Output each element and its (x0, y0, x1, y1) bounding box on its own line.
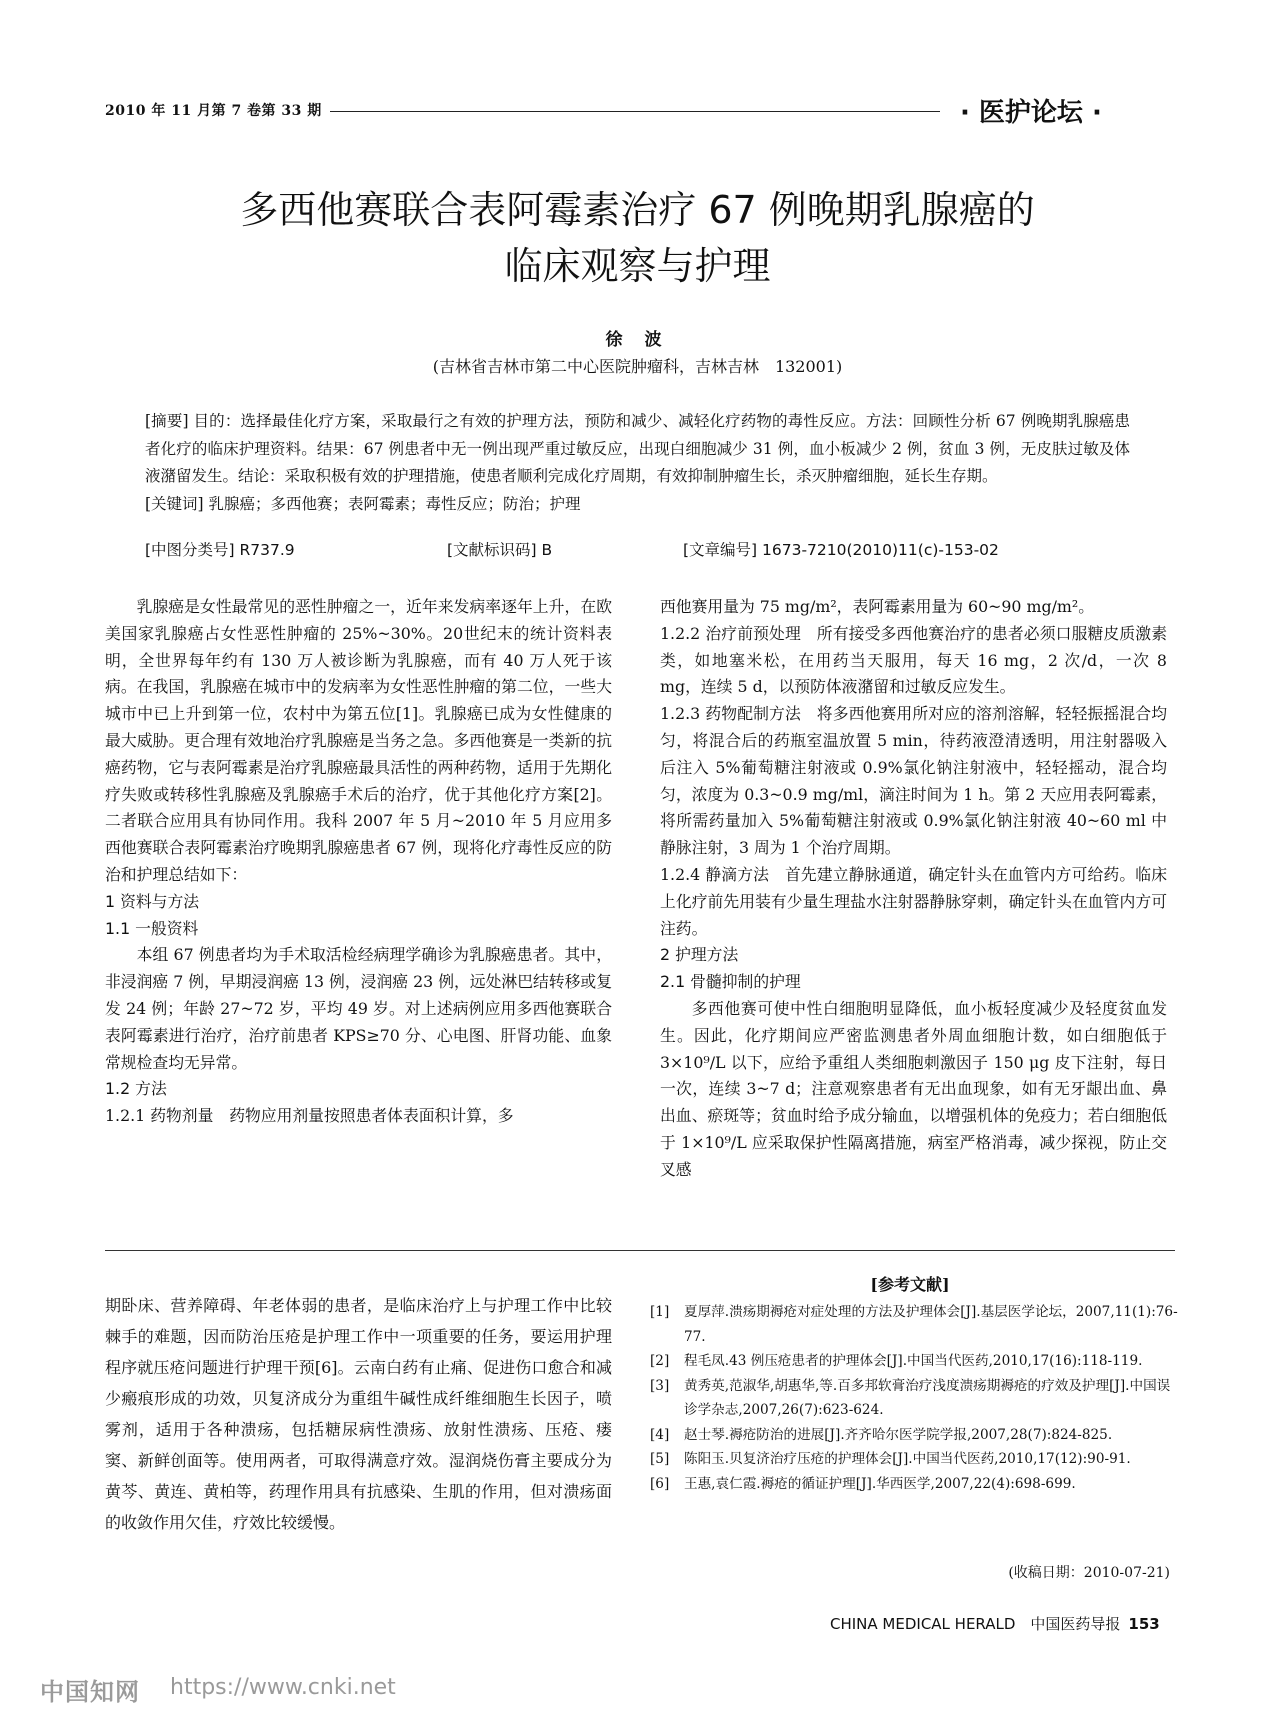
article-number: [文章编号] 1673-7210(2010)11(c)-153-02 (683, 541, 999, 559)
title-line-2: 临床观察与护理 (504, 244, 771, 288)
article-title (0, 182, 1275, 294)
section-heading: 1.1 一般资料 (105, 918, 199, 938)
references-heading: [参考文献] (870, 1275, 950, 1294)
affiliation: (吉林省吉林市第二中心医院肿瘤科，吉林吉林 132001) (432, 357, 843, 376)
abstract (145, 408, 1130, 518)
title-line-1: 多西他赛联合表阿霉素治疗 67 例晚期乳腺癌的 (240, 188, 1035, 232)
classification-row (145, 537, 1130, 564)
reference-text: 陈阳玉.贝复济治疗压疮的护理体会[J].中国当代医药,2010,17(12):90-91. (684, 1451, 1131, 1467)
body-paragraph: 西他赛用量为 75 mg/m²，表阿霉素用量为 60~90 mg/m²。 (660, 597, 1095, 616)
page-number: 153 (1128, 1615, 1160, 1633)
reference-text: 程毛凤.43 例压疮患者的护理体会[J].中国当代医药,2010,17(16):118-119. (684, 1353, 1143, 1369)
abstract-text: [摘要] 目的：选择最佳化疗方案，采取最行之有效的护理方法，预防和减少、减轻化疗药物的毒性反应。方法：回顾性分析 67 例晚期乳腺癌患者化疗的临床护理资料。结果：67 例患者中无一例出现严重过敏反应，出现白细胞减少 31 例，血小板减少 2 例，贫血 3 例，无皮肤过敏及体液潴留发生。结论：采取积极有效的护理措施，使患者顺利完成化疗周期，有效抑制肿瘤生长，杀灭肿瘤细胞，延长生存期。 (145, 412, 1130, 485)
continuation-paragraph: 期卧床、营养障碍、年老体弱的患者，是临床治疗上与护理工作中比较棘手的难题，因而防治压疮是护理工作中一项重要的任务，要运用护理程序就压疮问题进行护理干预[6]。云南白药有止痛、促进伤口愈合和减少瘢痕形成的功效，贝复济成分为重组牛碱性成纤维细胞生长因子，喷雾剂，适用于各种溃疡，包括糖尿病性溃疡、放射性溃疡、压疮、瘘窦、新鲜创面等。使用两者，可取得满意疗效。湿润烧伤膏主要成分为黄芩、黄连、黄柏等，药理作用具有抗感染、生肌的作用，但对溃疡面的收敛作用欠佳，疗效比较缓慢。 (105, 1296, 612, 1532)
reference-text: 夏厚萍.溃疡期褥疮对症处理的方法及护理体会[J].基层医学论坛，2007,11(1):76-77. (684, 1304, 1178, 1345)
reference-number: [4] (650, 1426, 670, 1443)
reference-number: [2] (650, 1353, 670, 1369)
reference-number: [5] (650, 1451, 670, 1467)
body-paragraph: 1.2.2 治疗前预处理 所有接受多西他赛治疗的患者必须口服糖皮质激素类，如地塞米松，在用药当天服用，每天 16 mg，2 次/d，一次 8 mg，连续 5 d，以预防体液潴留和过敏反应发生。 (660, 623, 1167, 697)
reference-item (650, 1300, 1180, 1349)
header-rule (330, 111, 940, 112)
section-heading: 1.2 方法 (105, 1079, 167, 1099)
reference-item (650, 1423, 1180, 1448)
reference-number: [1] (650, 1304, 670, 1320)
reference-item (650, 1349, 1180, 1374)
continuation-text (105, 1290, 612, 1538)
right-column (660, 594, 1167, 1184)
issue-info: 2010 年 11 月第 7 卷第 33 期 (105, 103, 322, 119)
classification-number: [中图分类号] R737.9 (145, 541, 295, 559)
author: 徐 波 (605, 330, 670, 350)
reference-number: [6] (650, 1475, 670, 1492)
document-code: [文献标识码] B (447, 541, 553, 559)
cnki-url[interactable]: https://www.cnki.net (170, 1675, 396, 1700)
reference-number: [3] (650, 1377, 670, 1394)
reference-item (650, 1472, 1180, 1497)
left-column (105, 594, 612, 1130)
body-paragraph: 多西他赛可使中性白细胞明显降低，血小板轻度减少及轻度贫血发生。因此，化疗期间应严密监测患者外周血细胞计数，如白细胞低于 3×10⁹/L 以下，应给予重组人类细胞刺激因子 150 μg 皮下注射，每日一次，连续 3~7 d；注意观察患者有无出血现象，如有无牙龈出血、鼻出血、瘀斑等；贫血时给予成分输血，以增强机体的免疫力；若白细胞低于 1×10⁹/L 应采取保护性隔离措施，病室严格消毒，减少探视，防止交叉感 (660, 998, 1167, 1179)
cnki-logo: 中国知网 (40, 1678, 140, 1706)
received-date: (收稿日期：2010-07-21) (1008, 1565, 1170, 1581)
reference-text: 黄秀英,范淑华,胡惠华,等.百多邦软膏治疗浅度溃疡期褥疮的疗效及护理[J].中国误诊学杂志,2007,26(7):623-624. (684, 1377, 1171, 1418)
body-paragraph: 1.2.1 药物剂量 药物应用剂量按照患者体表面积计算，多 (105, 1106, 514, 1126)
journal-name: CHINA MEDICAL HERALD 中国医药导报 (830, 1615, 1121, 1633)
body-paragraph: 1.2.4 静滴方法 首先建立静脉通道，确定针头在血管内方可给药。临床上化疗前先用装有少量生理盐水注射器静脉穿刺，确定针头在血管内方可注药。 (660, 864, 1167, 938)
body-paragraph: 乳腺癌是女性最常见的恶性肿瘤之一，近年来发病率逐年上升，在欧美国家乳腺癌占女性恶性肿瘤的 25%~30%。20世纪末的统计资料表明，全世界每年约有 130 万人被诊断为乳腺癌，而有 40 万人死于该病。在我国，乳腺癌在城市中的发病率为女性恶性肿瘤的第二位，一些大城市中已上升到第一位，农村中为第五位[1]。乳腺癌已成为女性健康的最大威胁。更合理有效地治疗乳腺癌是当务之急。多西他赛是一类新的抗癌药物，它与表阿霉素是治疗乳腺癌最具活性的两种药物，适用于先期化疗失败或转移性乳腺癌及乳腺癌手术后的治疗，优于其他化疗方案[2]。二者联合应用具有协同作用。我科 2007 年 5 月~2010 年 5 月应用多西他赛联合表阿霉素治疗晚期乳腺癌患者 67 例，现将化疗毒性反应的防治和护理总结如下： (105, 597, 612, 884)
body-paragraph: 本组 67 例患者均为手术取活检经病理学确诊为乳腺癌患者。其中，非浸润癌 7 例，早期浸润癌 13 例，浸润癌 23 例，远处淋巴结转移或复发 24 例；年龄 27~72 岁，平均 49 岁。对上述病例应用多西他赛联合表阿霉素进行治疗，治疗前患者 KPS≥70 分、心电图、肝肾功能、血象常规检查均无异常。 (105, 945, 612, 1072)
section-heading: 1 资料与方法 (105, 891, 200, 911)
keywords: [关键词] 乳腺癌；多西他赛；表阿霉素；毒性反应；防治；护理 (145, 494, 581, 513)
section-heading: 2 护理方法 (660, 945, 739, 965)
section-divider (105, 1250, 1175, 1251)
reference-text: 赵士琴.褥疮防治的进展[J].齐齐哈尔医学院学报,2007,28(7):824-825. (684, 1426, 1113, 1443)
reference-item (650, 1447, 1180, 1472)
references-list (650, 1300, 1180, 1496)
reference-text: 王惠,袁仁霞.褥疮的循证护理[J].华西医学,2007,22(4):698-699. (684, 1475, 1076, 1492)
reference-item (650, 1374, 1180, 1423)
section-label: · 医护论坛 · (960, 98, 1102, 128)
section-heading: 2.1 骨髓抑制的护理 (660, 972, 801, 992)
page-footer (830, 1613, 1160, 1634)
body-paragraph: 1.2.3 药物配制方法 将多西他赛用所对应的溶剂溶解，轻轻振摇混合均匀，将混合后的药瓶室温放置 5 min，待药液澄清透明，用注射器吸入后注入 5%葡萄糖注射液或 0.9%氯化钠注射液中，轻轻摇动，混合均匀，浓度为 0.3~0.9 mg/ml，滴注时间为 1 h。第 2 天应用表阿霉素，将所需药量加入 5%葡萄糖注射液或 0.9%氯化钠注射液 40~60 ml 中静脉注射，3 周为 1 个治疗周期。 (660, 704, 1167, 858)
